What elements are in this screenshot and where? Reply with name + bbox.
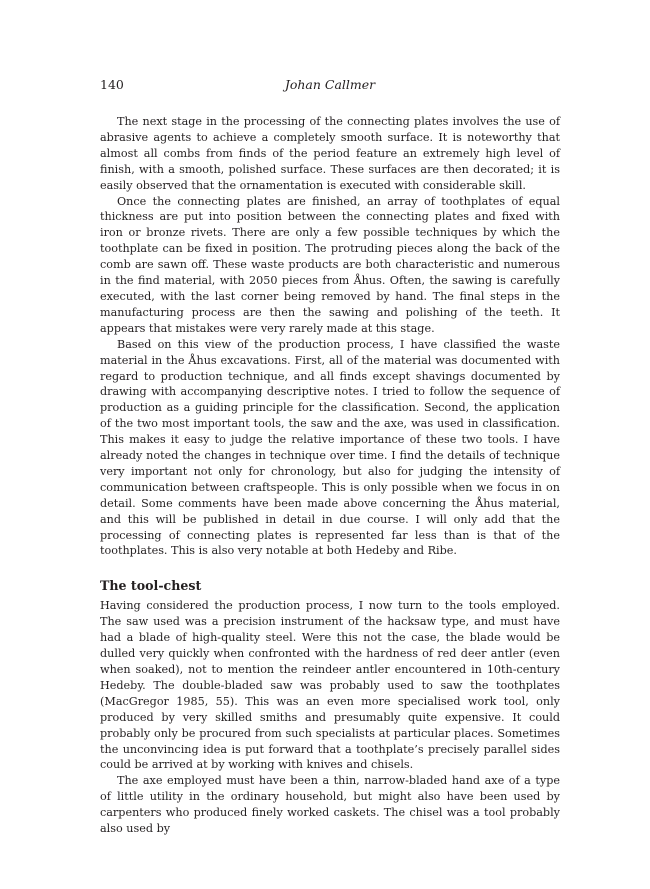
paragraph: Having considered the production process, I now turn to the tools employed. The saw used was a precision instrument of the hacksaw type, and must have had a blade of high-quality steel. Were this not the case, the blade would be dulled very quickly when confronted with the hardness of red deer antler (even when soaked), not to mention the reindeer antler encountered in 10th-century Hedeby. The double-bladed saw was probably used to saw the toothplates (MacGregor 1985, 55). This was an even more specialised work tool, only produced by very skilled smiths and presumably quite expensive. It could probably only be procured from such specialists at particular places. Sometimes the unconvincing idea is put forward that a toothplate’s precisely parallel sides could be arrived at by working with knives and chisels. <box>100 599 560 772</box>
paragraph: Once the connecting plates are finished, an array of toothplates of equal thickness are put into position between the connecting plates and fixed with iron or bronze rivets. There are only a few possible techniques by which the toothplate can be fixed in position. The protruding pieces along the back of the comb are sawn off. These waste products are both characteristic and numerous in the find material, with 2050 pieces from Åhus. Often, the sawing is carefully executed, with the last corner being removed by hand. The final steps in the manufacturing process are then the sawing and polishing of the teeth. It appears that mistakes were very rarely made at this stage. <box>100 194 560 335</box>
running-head: Johan Callmer <box>284 77 376 92</box>
page-header <box>100 76 560 94</box>
body-text <box>100 114 560 837</box>
page-number: 140 <box>100 77 124 92</box>
paragraph: The next stage in the processing of the connecting plates involves the use of abrasive agents to achieve a completely smooth surface. It is noteworthy that almost all combs from finds of the period feature an extremely high level of finish, with a smooth, polished surface. These surfaces are then decorated; it is easily observed that the ornamentation is executed with considerable skill. <box>100 115 560 192</box>
section-heading: The tool-chest <box>100 578 202 594</box>
paragraph: Based on this view of the production process, I have classified the waste material in the Åhus excavations. First, all of the material was documented with regard to production technique, and all finds except shavings documented by drawing with accompanying descriptive notes. I tried to follow the sequence of production as a guiding principle for the classification. Second, the application of the two most important tools, the saw and the axe, was used in classification. This makes it easy to judge the relative importance of these two tools. I have already noted the changes in technique over time. I find the details of technique very important not only for chronology, but also for judging the intensity of communication between craftspeople. This is only possible when we focus in on detail. Some comments have been made above concerning the Åhus material, and this will be published in detail in due course. I will only add that the processing of connecting plates is represented far less than is that of the toothplates. This is also very notable at both Hedeby and Ribe. <box>100 337 560 558</box>
paragraph: The axe employed must have been a thin, narrow-bladed hand axe of a type of little utility in the ordinary household, but might also have been used by carpenters who produced finely worked caskets. The chisel was a tool probably also used by <box>100 774 560 836</box>
